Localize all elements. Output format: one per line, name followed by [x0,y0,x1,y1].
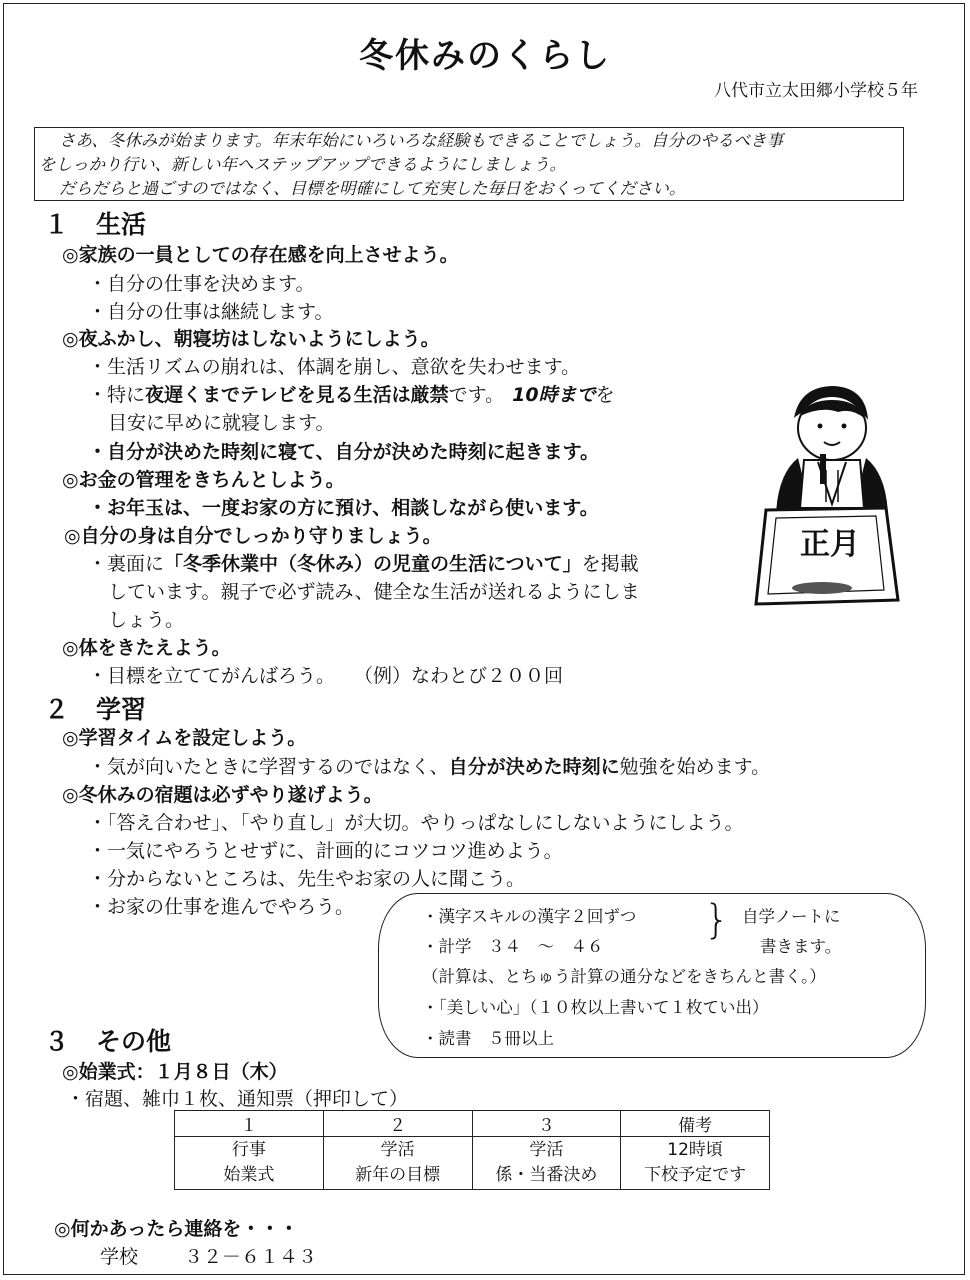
tv-wo: を [595,384,615,406]
s1-heading-sleep: ◎夜ふかし、朝寝坊はしないようにしよう。 [62,328,440,350]
schedule-table [174,1110,770,1190]
tv-desu: です。 [448,384,505,406]
intro-box [34,127,904,201]
schedule-body-row [175,1137,770,1190]
schedule-cell-3 [472,1137,621,1190]
section-1-number: １ [44,210,70,239]
s1-item-bedtime: ・自分が決めた時刻に寝て、自分が決めた時刻に起きます。 [88,441,600,463]
s1-heading-family: ◎家族の一員としての存在感を向上させよう。 [62,244,459,266]
tv-emphasis: 夜遅くまでテレビを見る生活は厳禁 [145,384,449,406]
intro-line-1: さあ、冬休みが始まります。年末年始にいろいろな経験もできることでしょう。自分のやるべき事 [59,131,784,150]
section-3-title: その他 [96,1027,172,1056]
s1-item-rhythm: ・生活リズムの崩れは、体調を崩し、意欲を失わせます。 [88,356,581,378]
schedule-cell-4-line-2: 下校予定です [644,1165,747,1185]
s1-item-tv [88,380,615,407]
schedule-cell-1-line-2: 始業式 [223,1165,275,1185]
s1-item-reverse-cont-2: しょう。 [108,609,185,631]
schedule-cell-4-line-1: 12時頃 [667,1140,723,1160]
contact-heading: ◎何かあったら連絡を・・・ [54,1218,299,1240]
schedule-header-2: ２ [323,1111,472,1137]
schedule-cell-1-line-1: 行事 [231,1140,266,1160]
homework-keisan: ・計学 ３４ ～ ４６ [422,937,604,956]
section-1-heading [44,205,146,241]
s3-item-bring: ・宿題、雑巾１枚、通知票（押印して） [66,1088,409,1110]
schedule-header-row [175,1111,770,1137]
homework-calc-note: （計算は、とちゅう計算の通分などをきちんと書く。） [422,967,826,986]
homework-note-1: 自学ノートに [742,907,841,926]
schedule-header-1: １ [175,1111,324,1137]
tv-prefix: ・特に [88,384,146,406]
s2-item-plan: ・一気にやろうとせずに、計画的にコツコツ進めよう。 [88,840,563,862]
s3-heading-ceremony: ◎始業式：１月８日（木） [62,1061,288,1083]
s2-item-chores: ・お家の仕事を進んでやろう。 [88,896,355,918]
s1-heading-safety: ◎自分の身は自分でしっかり守りましょう。 [64,525,442,547]
time-emphasis: 自分が決めた時刻に [448,756,620,778]
illustration-calligraphy-text: 正月 [800,527,860,562]
section-3-heading [44,1022,171,1058]
schedule-cell-2 [323,1137,472,1190]
child-calligraphy-illustration [748,378,916,618]
s1-heading-body: ◎体をきたえよう。 [62,637,231,659]
schedule-cell-1 [175,1137,324,1190]
s2-item-check: ・「答え合わせ」、「やり直し」が大切。やりっぱなしにしないようにしよう。 [88,812,744,834]
homework-reading: ・読書 ５冊以上 [422,1029,554,1048]
homework-brace: } [704,897,730,943]
section-1-title: 生活 [96,210,147,239]
contact-line [100,1242,317,1269]
s1-item-tv-cont: 目安に早めに就寝します。 [108,412,335,434]
homework-note-2: 書きます。 [760,937,842,956]
s1-item-reverse-cont-1: しています。親子で必ず読み、健全な生活が送れるようにしま [108,581,640,603]
s2-item-time [88,752,770,779]
section-3-number: ３ [44,1027,70,1056]
section-2-title: 学習 [96,695,147,724]
s1-item-continue: ・自分の仕事は継続します。 [88,301,334,323]
intro-line-3: だらだらと過ごすのではなく、目標を明確にして充実した毎日をおくってください。 [59,179,686,198]
reverse-suffix: を掲載 [581,553,639,575]
schedule-cell-2-line-1: 学活 [380,1140,415,1160]
schedule-header-3: ３ [472,1111,621,1137]
s1-item-job: ・自分の仕事を決めます。 [88,273,315,295]
reverse-prefix: ・裏面に [88,553,165,575]
s1-item-otoshidama: ・お年玉は、一度お家の方に預け、相談しながら使います。 [88,497,599,519]
time-prefix: ・気が向いたときに学習するのではなく、 [88,756,449,778]
contact-label: 学校 [100,1246,139,1268]
schedule-cell-3-line-2: 係・当番決め [495,1165,598,1185]
schedule-cell-2-line-2: 新年の目標 [355,1165,441,1185]
section-2-number: ２ [44,695,70,724]
schedule-cell-4 [621,1137,770,1190]
section-2-heading [44,690,146,726]
s2-heading-homework: ◎冬休みの宿題は必ずやり遂げよう。 [62,784,383,806]
contact-phone: ３２－６１４３ [184,1246,318,1268]
homework-kanji: ・漢字スキルの漢字２回ずつ [422,907,637,926]
reverse-emphasis: 「冬季休業中（冬休み）の児童の生活について」 [164,553,582,575]
s1-item-goal: ・目標を立ててがんばろう。 （例）なわとび２００回 [88,665,564,687]
intro-line-2: をしっかり行い、新しい年へステップアップできるようにしましょう。 [39,155,567,174]
s2-heading-time: ◎学習タイムを設定しよう。 [62,727,307,749]
schedule-cell-3-line-1: 学活 [529,1140,564,1160]
s1-item-reverse [88,549,639,576]
tv-ten-oclock: 10時まで [512,384,596,406]
school-name: 八代市立太田郷小学校５年 [714,81,918,101]
s1-heading-money: ◎お金の管理をきちんとしよう。 [62,469,345,491]
schedule-header-4: 備考 [621,1111,770,1137]
page-title: 冬休みのくらし [359,36,611,76]
s2-item-ask: ・分からないところは、先生やお家の人に聞こう。 [88,868,526,890]
homework-utsukushii: ・「美しい心」（１０枚以上書いて１枚てい出） [422,998,769,1017]
time-suffix: 勉強を始めます。 [619,756,771,778]
